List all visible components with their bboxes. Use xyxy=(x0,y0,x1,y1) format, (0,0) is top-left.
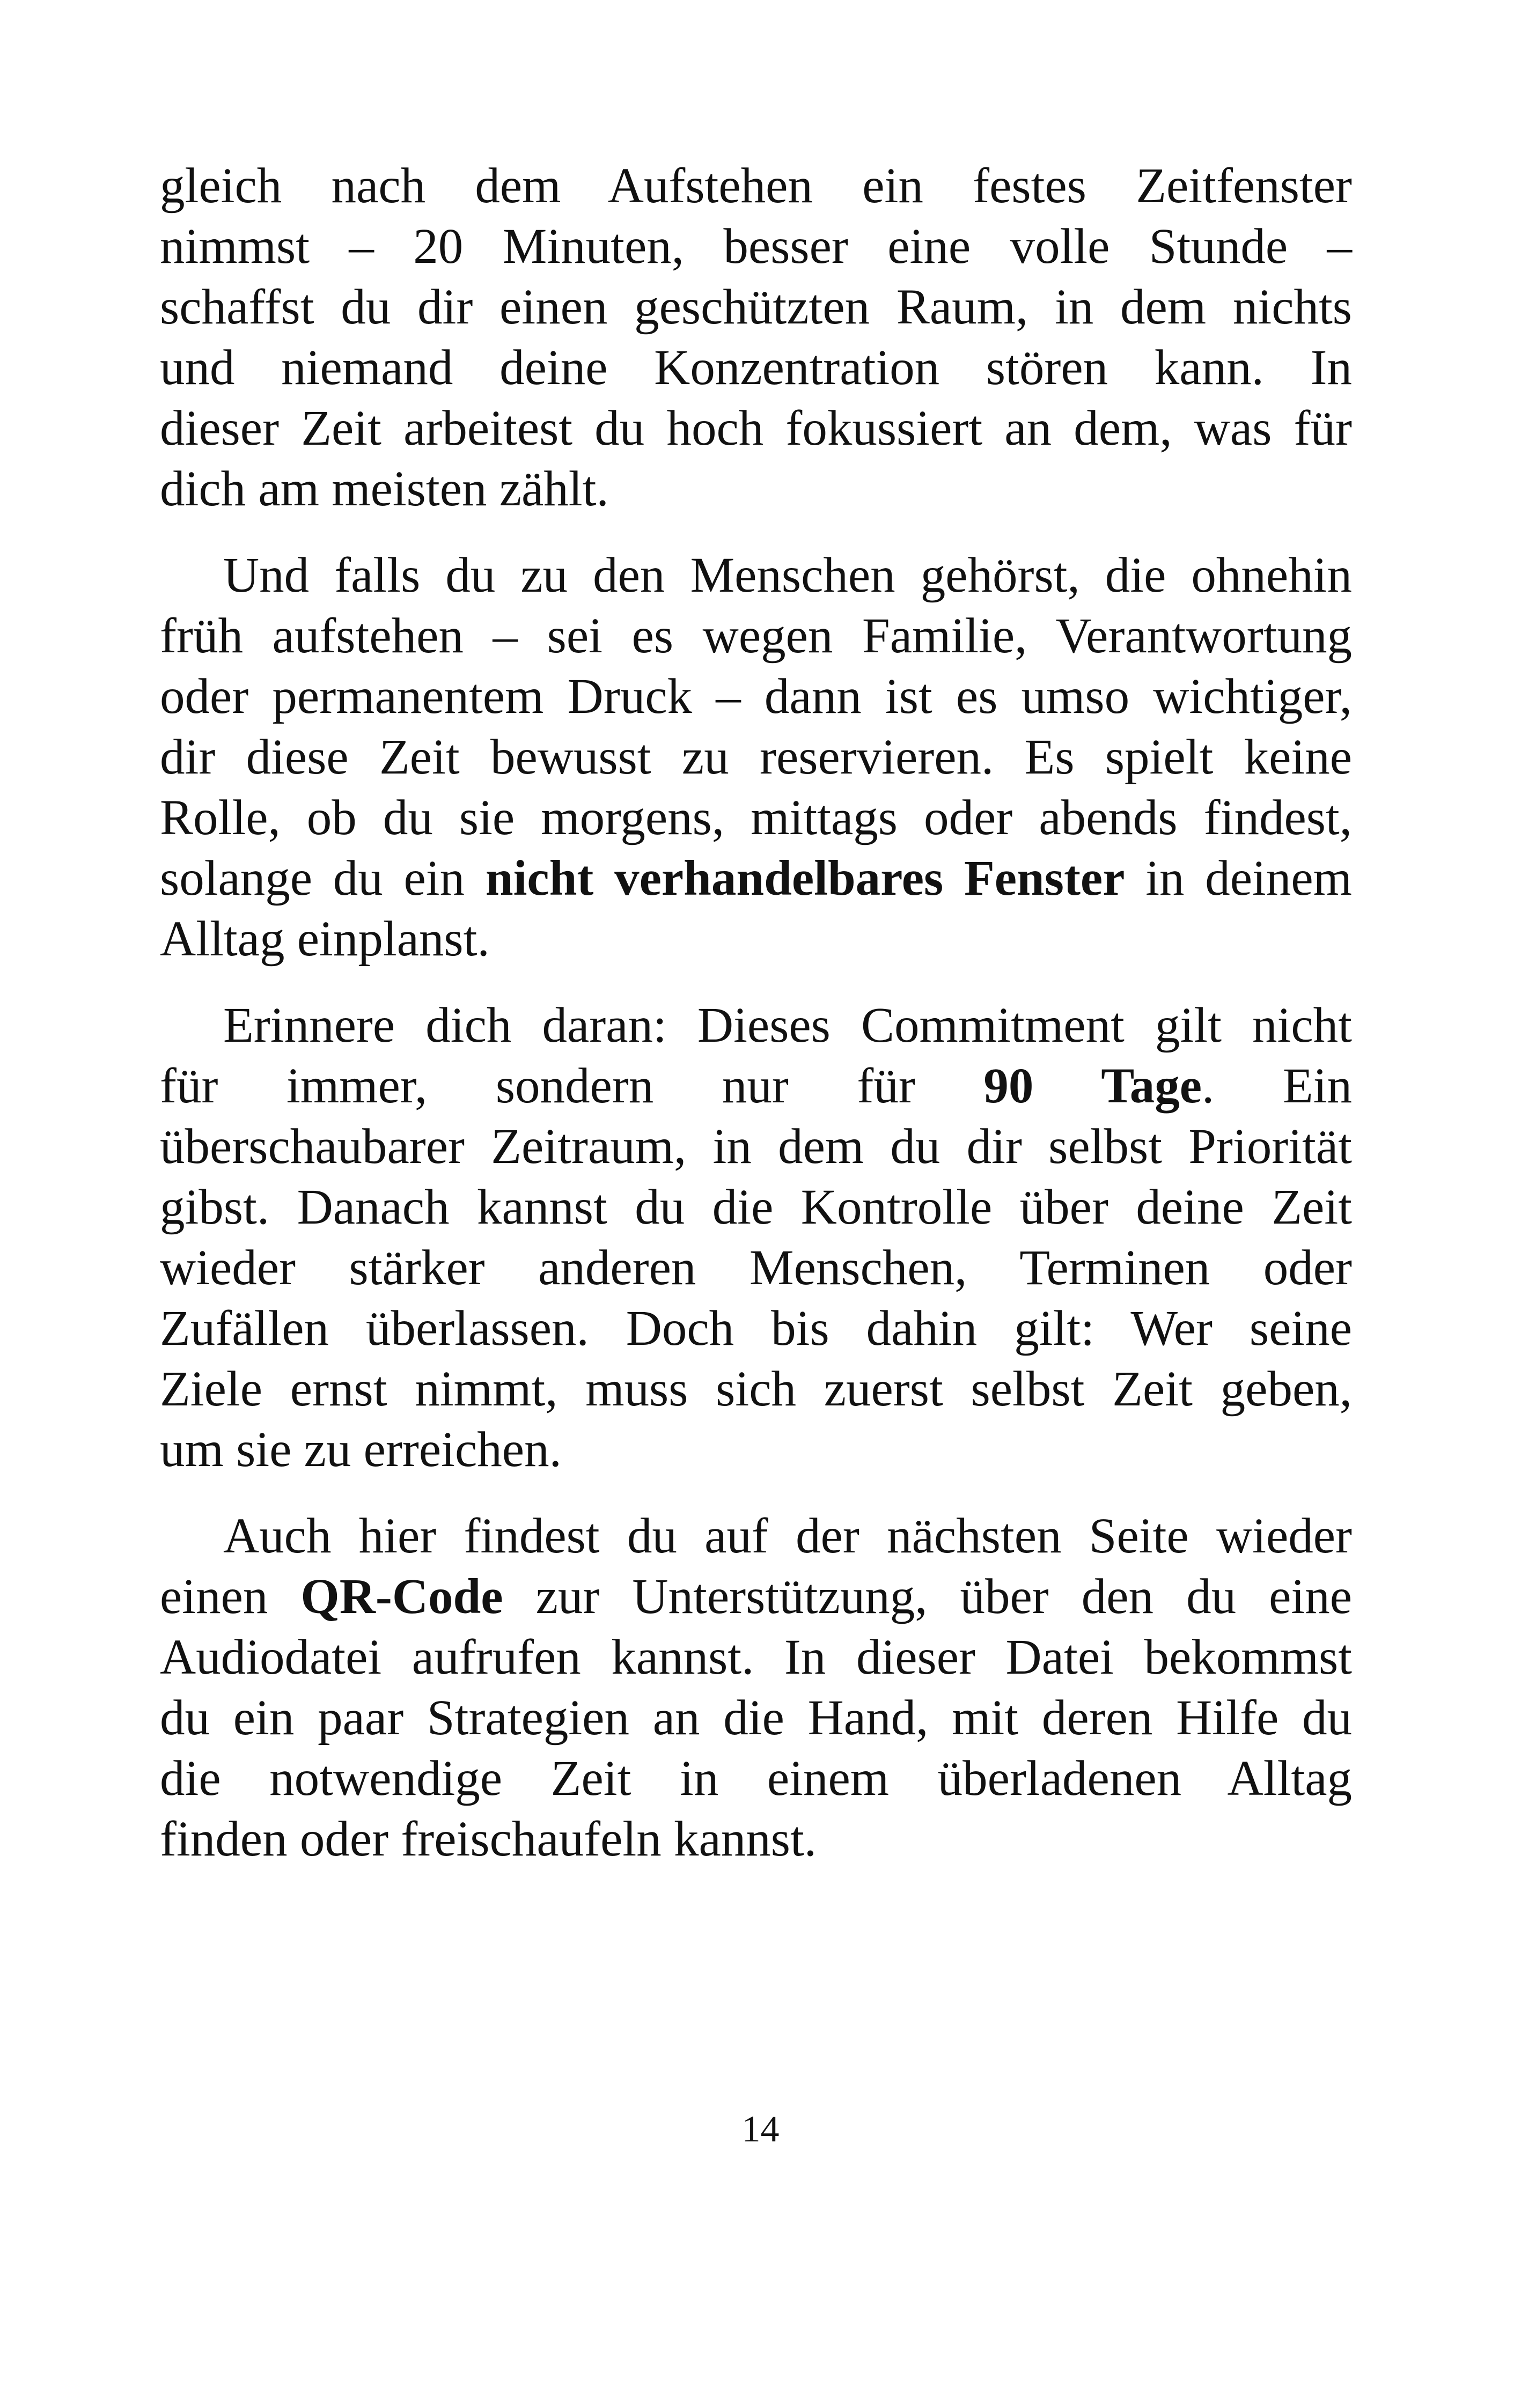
text-line: Audiodatei aufrufen kannst. In dieser Datei bekommst xyxy=(160,1630,1352,1685)
paragraph-1 xyxy=(160,156,1352,519)
text-line: finden oder freischaufeln kannst. xyxy=(160,1811,817,1867)
paragraph-3 xyxy=(160,995,1352,1480)
paragraph-4 xyxy=(160,1506,1352,1869)
text-line: oder permanentem Druck – dann ist es umso wichtiger, xyxy=(160,669,1352,724)
text-line: und niemand deine Konzentration stören kann. In xyxy=(160,340,1352,395)
text-line: um sie zu erreichen. xyxy=(160,1422,562,1477)
line-text: in deinem xyxy=(1125,851,1352,906)
body-text xyxy=(160,156,1352,1895)
text-line: Erinnere dich daran: Dieses Commitment gilt nicht xyxy=(223,998,1352,1053)
page-number: 14 xyxy=(741,2109,780,2150)
text-line-with-emphasis xyxy=(160,848,1352,909)
emphasis-90-tage: 90 Tage xyxy=(983,1058,1202,1114)
line-text: zur Unterstützung, über den du eine xyxy=(503,1569,1352,1624)
text-line: Ziele ernst nimmt, muss sich zuerst selbst Zeit geben, xyxy=(160,1361,1352,1417)
line-text: solange du ein xyxy=(160,851,486,906)
text-line: du ein paar Strategien an die Hand, mit deren Hilfe du xyxy=(160,1690,1352,1746)
text-line: Rolle, ob du sie morgens, mittags oder abends findest, xyxy=(160,790,1352,845)
text-line: früh aufstehen – sei es wegen Familie, Verantwortung xyxy=(160,608,1352,664)
text-line: nimmst – 20 Minuten, besser eine volle Stunde – xyxy=(160,219,1352,274)
text-line-with-emphasis xyxy=(160,1566,1352,1627)
text-line: Und falls du zu den Menschen gehörst, die ohnehin xyxy=(223,548,1352,603)
text-line: dir diese Zeit bewusst zu reservieren. Es spielt keine xyxy=(160,730,1352,785)
line-text: einen xyxy=(160,1569,301,1624)
text-line: Zufällen überlassen. Doch bis dahin gilt: Wer seine xyxy=(160,1301,1352,1356)
line-text: für immer, sondern nur für xyxy=(160,1058,984,1114)
text-line: dich am meisten zählt. xyxy=(160,461,609,517)
text-line: Alltag einplanst. xyxy=(160,911,490,967)
line-text: . Ein xyxy=(1202,1058,1353,1114)
paragraph-2 xyxy=(160,545,1352,969)
text-line: schaffst du dir einen geschützten Raum, in dem nichts xyxy=(160,279,1352,335)
emphasis-nicht-verhandelbares-fenster: nicht verhandelbares Fenster xyxy=(485,851,1125,906)
text-line-with-emphasis xyxy=(160,1056,1352,1116)
text-line: dieser Zeit arbeitest du hoch fokussiert an dem, was für xyxy=(160,401,1352,456)
text-line: überschaubarer Zeitraum, in dem du dir selbst Priorität xyxy=(160,1119,1352,1174)
text-line: Auch hier findest du auf der nächsten Seite wieder xyxy=(223,1508,1352,1564)
text-line: gleich nach dem Aufstehen ein festes Zeitfenster xyxy=(160,158,1352,213)
emphasis-qr-code: QR-Code xyxy=(300,1569,503,1624)
text-line: die notwendige Zeit in einem überladenen Alltag xyxy=(160,1751,1352,1806)
text-line: gibst. Danach kannst du die Kontrolle über deine Zeit xyxy=(160,1180,1352,1235)
text-line: wieder stärker anderen Menschen, Terminen oder xyxy=(160,1240,1352,1295)
